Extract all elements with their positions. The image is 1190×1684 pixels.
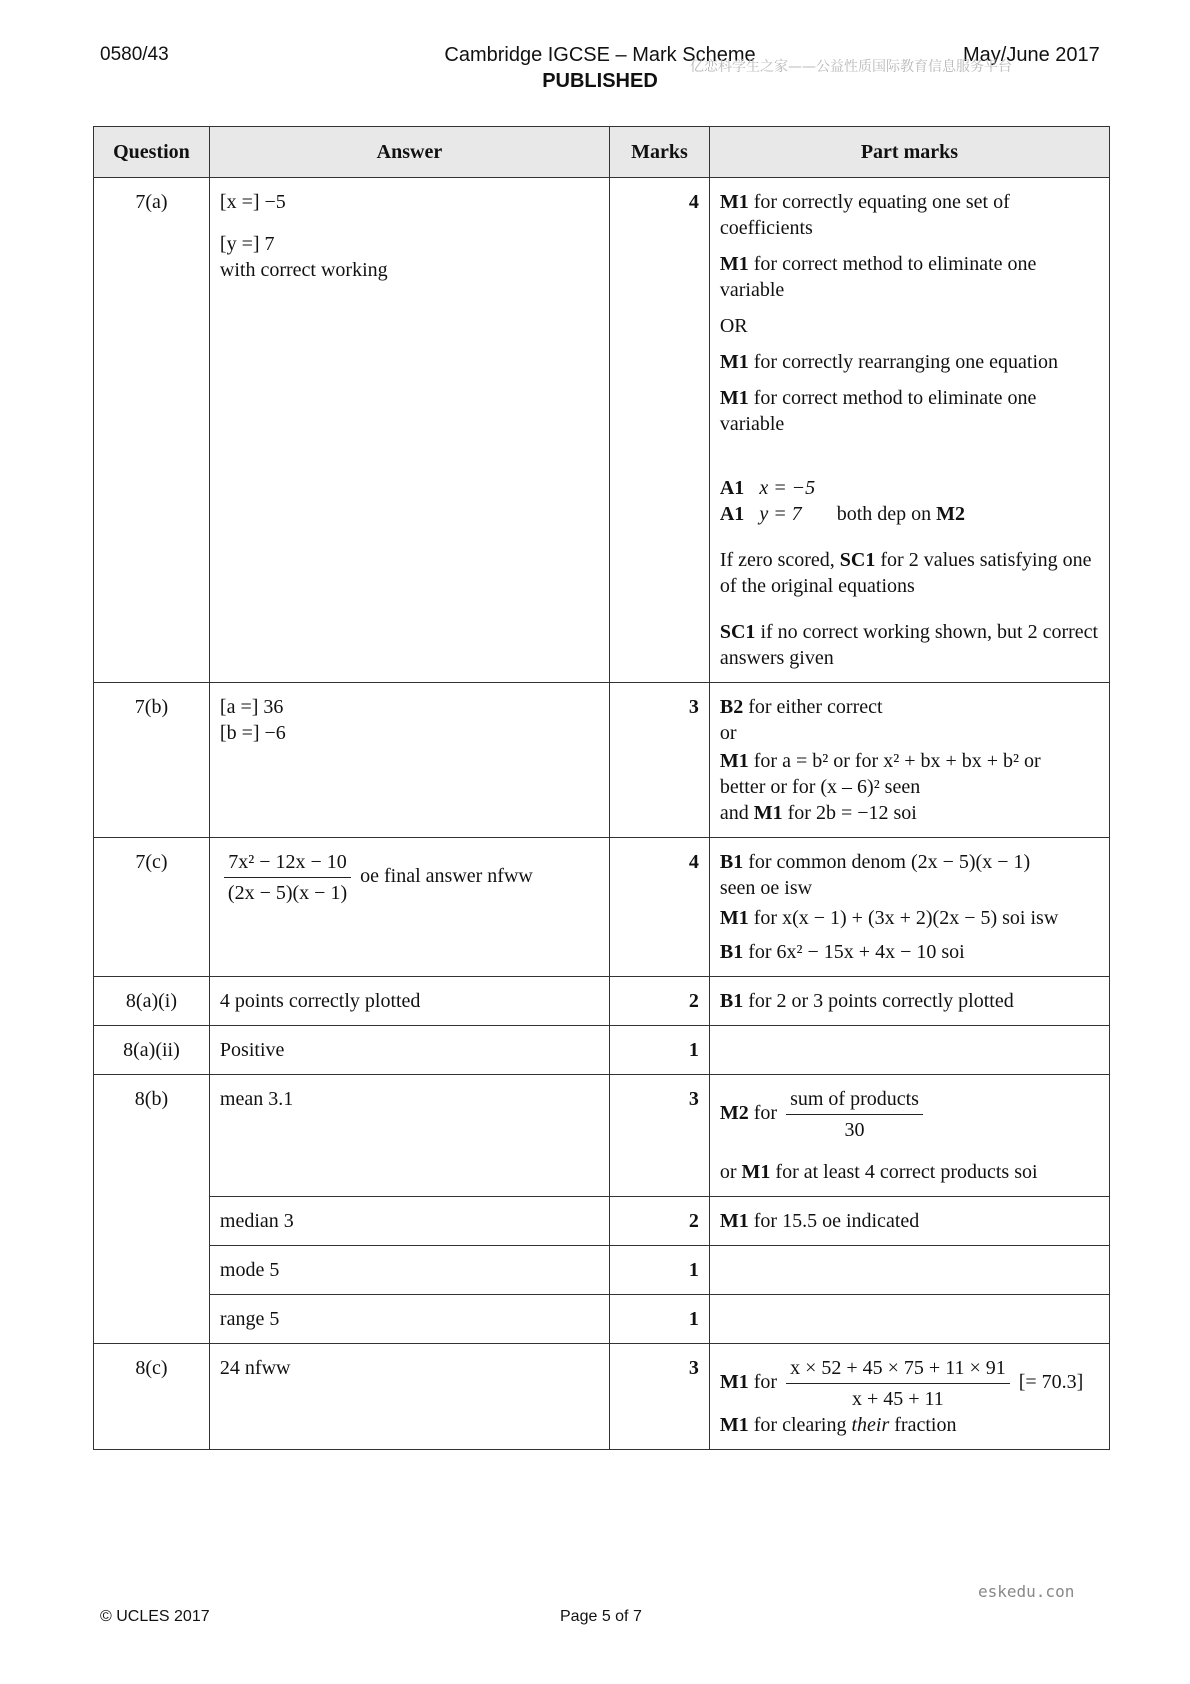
header-part-marks: Part marks xyxy=(709,127,1109,178)
part-marks-cell xyxy=(709,683,1109,838)
mark-code: B1 xyxy=(719,941,744,963)
table-header-row xyxy=(94,127,1110,178)
part-marks-cell xyxy=(709,1026,1109,1075)
mark-scheme-table xyxy=(93,126,1110,1450)
part-mark-text: for 6x² − 15x + 4x − 10 soi xyxy=(748,941,965,963)
watermark: 亿恋科学生之家——公益性质国际教育信息服务平台 xyxy=(690,59,1012,75)
answer-fraction xyxy=(224,849,351,906)
part-mark-text: for correct method to eliminate one variable xyxy=(719,387,1037,435)
mark-code: SC1 xyxy=(839,549,876,571)
answer-cell: 4 points correctly plotted xyxy=(209,977,609,1026)
table-row xyxy=(94,178,1110,683)
part-mark-text: better or for (x – 6)² seen xyxy=(719,776,921,798)
copyright: © UCLES 2017 xyxy=(100,1608,210,1625)
part-mark-text: for xyxy=(753,1102,778,1125)
mark-code: M1 xyxy=(719,1414,749,1436)
answer-cell xyxy=(209,838,609,977)
part-mark-text: for correct method to eliminate one variable xyxy=(719,253,1037,301)
part-mark-text: for xyxy=(753,1371,778,1394)
mark-code: M1 xyxy=(753,802,783,824)
table-row xyxy=(94,1246,1110,1295)
mark-code: B2 xyxy=(719,696,744,718)
question-number: 8(b) xyxy=(94,1075,210,1344)
part-mark-text: seen oe isw xyxy=(719,877,813,899)
marks-value: 1 xyxy=(609,1295,709,1344)
answer-cell: Positive xyxy=(209,1026,609,1075)
fraction-denominator: x + 45 + 11 xyxy=(851,1388,944,1410)
part-mark-text: their xyxy=(851,1414,890,1436)
page-number: Page 5 of 7 xyxy=(560,1608,642,1625)
part-mark-text: or xyxy=(719,1161,737,1183)
part-mark-text: [= 70.3] xyxy=(1018,1371,1084,1394)
part-mark-text: for 2 values satisfying one of the original equations xyxy=(719,549,1092,597)
part-mark-text: If zero scored, xyxy=(719,549,835,571)
part-mark-text: y = 7 xyxy=(759,503,802,525)
mark-code: M1 xyxy=(719,907,749,929)
part-marks-cell xyxy=(709,1246,1109,1295)
question-number: 8(a)(i) xyxy=(94,977,210,1026)
mark-code: M1 xyxy=(741,1161,771,1183)
mark-code: M1 xyxy=(719,750,749,772)
mark-code: M1 xyxy=(719,1371,749,1394)
part-marks-cell xyxy=(709,1197,1109,1246)
mark-code: B1 xyxy=(719,851,744,873)
part-mark-text: for either correct xyxy=(748,696,883,718)
marks-value: 2 xyxy=(609,977,709,1026)
answer-note: with correct working xyxy=(219,259,388,281)
mark-code: M1 xyxy=(719,1210,749,1232)
part-mark-text: fraction xyxy=(894,1414,957,1436)
part-mark-text: for 2 or 3 points correctly plotted xyxy=(748,990,1014,1012)
part-mark-text: for a = b² or for x² + bx + bx + b² or xyxy=(753,750,1041,772)
answer-b: [b =] −6 xyxy=(219,722,286,744)
question-number: 7(a) xyxy=(94,178,210,683)
part-marks-cell xyxy=(709,1344,1109,1450)
mark-code: B1 xyxy=(719,990,744,1012)
site-watermark: eskedu.con xyxy=(978,1582,1075,1601)
mark-code: M1 xyxy=(719,351,749,373)
answer-cell xyxy=(209,178,609,683)
header-marks: Marks xyxy=(609,127,709,178)
part-mark-text: for clearing xyxy=(753,1414,847,1436)
table-row xyxy=(94,1197,1110,1246)
published-label: PUBLISHED xyxy=(542,70,658,92)
question-number: 8(a)(ii) xyxy=(94,1026,210,1075)
fraction-numerator: x × 52 + 45 × 75 + 11 × 91 xyxy=(786,1355,1010,1384)
part-marks-cell xyxy=(709,1295,1109,1344)
table-row xyxy=(94,1295,1110,1344)
part-marks-cell xyxy=(709,977,1109,1026)
part-mark-text: for correctly equating one set of coefficients xyxy=(719,191,1010,239)
answer-cell xyxy=(209,683,609,838)
table-row xyxy=(94,683,1110,838)
exam-session: May/June 2017 xyxy=(963,44,1100,66)
marks-value: 3 xyxy=(609,1075,709,1197)
part-mark-text: for common denom (2x − 5)(x − 1) xyxy=(748,851,1031,873)
marks-value: 3 xyxy=(609,1344,709,1450)
question-number: 7(c) xyxy=(94,838,210,977)
answer-a: [a =] 36 xyxy=(219,696,284,718)
mark-code: M1 xyxy=(719,191,749,213)
mark-code: M1 xyxy=(719,253,749,275)
marks-value: 4 xyxy=(609,178,709,683)
marks-value: 2 xyxy=(609,1197,709,1246)
mark-code: M1 xyxy=(719,387,749,409)
question-number: 8(c) xyxy=(94,1344,210,1450)
paper-code: 0580/43 xyxy=(100,44,169,65)
table-row xyxy=(94,1026,1110,1075)
marks-value: 4 xyxy=(609,838,709,977)
or-separator: or xyxy=(719,722,737,744)
table-row xyxy=(94,1344,1110,1450)
part-mark-text: for at least 4 correct products soi xyxy=(775,1161,1038,1183)
answer-cell: mode 5 xyxy=(209,1246,609,1295)
fraction-numerator: 7x² − 12x − 10 xyxy=(224,849,351,878)
mark-code: M2 xyxy=(936,503,966,525)
answer-cell: range 5 xyxy=(209,1295,609,1344)
marks-value: 3 xyxy=(609,683,709,838)
part-mark-text: for 15.5 oe indicated xyxy=(753,1210,920,1232)
or-separator: OR xyxy=(719,315,748,337)
answer-cell: median 3 xyxy=(209,1197,609,1246)
header-answer: Answer xyxy=(209,127,609,178)
mark-code: A1 xyxy=(719,477,745,499)
part-mark-text: for x(x − 1) + (3x + 2)(2x − 5) soi isw xyxy=(753,907,1059,929)
part-mark-text: both dep on xyxy=(836,503,932,525)
part-marks-cell xyxy=(709,178,1109,683)
mean-fraction xyxy=(786,1086,923,1143)
mark-code: M2 xyxy=(719,1102,749,1125)
weighted-mean-fraction xyxy=(786,1355,1010,1412)
part-mark-text: for correctly rearranging one equation xyxy=(753,351,1059,373)
part-mark-text: and xyxy=(719,802,749,824)
fraction-numerator: sum of products xyxy=(786,1086,923,1115)
answer-x: [x =] −5 xyxy=(219,191,286,213)
part-mark-text: for 2b = −12 soi xyxy=(787,802,917,824)
table-row xyxy=(94,838,1110,977)
part-mark-text: x = −5 xyxy=(759,477,816,499)
question-number: 7(b) xyxy=(94,683,210,838)
marks-value: 1 xyxy=(609,1246,709,1295)
table-row xyxy=(94,1075,1110,1197)
mark-code: A1 xyxy=(719,503,745,525)
part-marks-cell xyxy=(709,838,1109,977)
header-question: Question xyxy=(94,127,210,178)
answer-cell: mean 3.1 xyxy=(209,1075,609,1197)
part-mark-text: if no correct working shown, but 2 correct answers given xyxy=(719,621,1099,669)
answer-cell: 24 nfww xyxy=(209,1344,609,1450)
fraction-denominator: (2x − 5)(x − 1) xyxy=(227,882,348,904)
part-marks-cell xyxy=(709,1075,1109,1197)
document-title: Cambridge IGCSE – Mark Scheme xyxy=(444,44,756,66)
marks-value: 1 xyxy=(609,1026,709,1075)
table-row xyxy=(94,977,1110,1026)
mark-code: SC1 xyxy=(719,621,756,643)
answer-y: [y =] 7 xyxy=(219,233,275,255)
fraction-denominator: 30 xyxy=(844,1119,865,1141)
answer-note: oe final answer nfww xyxy=(360,865,533,888)
